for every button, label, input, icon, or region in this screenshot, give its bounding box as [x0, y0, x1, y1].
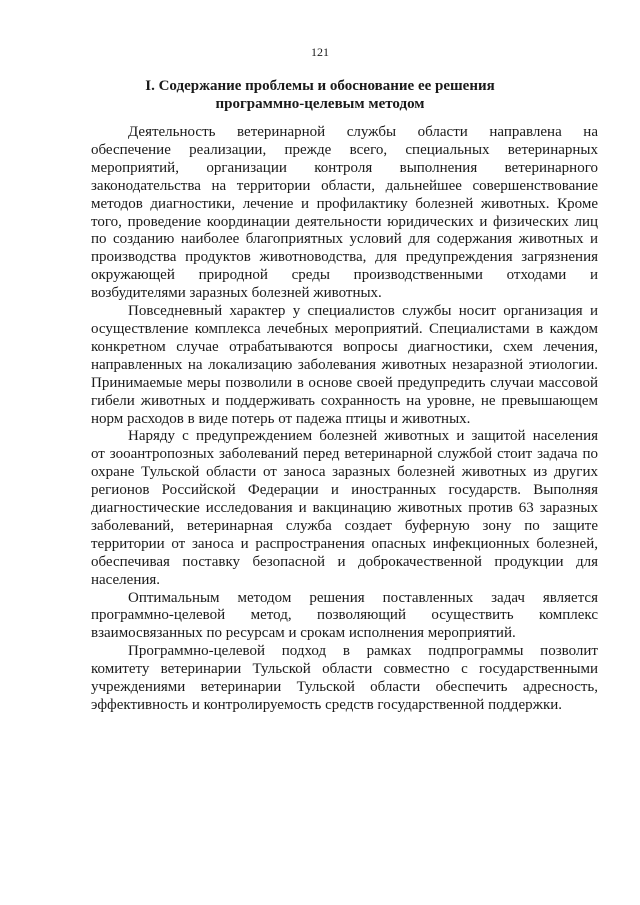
- text-line: Оптимальным методом решения поставленных задач является: [128, 589, 598, 606]
- text-line: Наряду с предупреждением болезней животных и защитой населения: [128, 428, 598, 445]
- paragraph-1: [91, 124, 598, 303]
- text-line: методов диагностики, лечение и профилактику болезней животных. Кроме: [91, 195, 598, 212]
- text-line: конкретном случае отрабатываются вопросы диагностики, схем лечения,: [91, 338, 598, 355]
- paragraph-5: [91, 643, 598, 715]
- text-line: Программно-целевой подход в рамках подпрограммы позволит: [128, 643, 598, 660]
- section-heading: [0, 77, 640, 113]
- text-line: территории от заноса и распространения опасных инфекционных болезней,: [91, 535, 598, 552]
- text-line: Принимаемые меры позволили в основе своей предупредить случаи массовой: [91, 374, 598, 391]
- text-line: регионов Российской Федерации и иностранных государств. Выполняя: [91, 482, 598, 499]
- text-line: по созданию наиболее благоприятных условий для содержания животных и: [91, 231, 598, 248]
- paragraph-2: [91, 303, 598, 428]
- section-heading-line: I. Содержание проблемы и обоснование ее решения: [145, 78, 495, 94]
- text-line: мероприятий, организации контроля выполнения ветеринарного: [91, 159, 598, 176]
- paragraph-4: [91, 590, 598, 644]
- text-line: Деятельность ветеринарной службы области направлена на: [128, 124, 598, 140]
- text-line: программно-целевой метод, позволяющий осуществить комплекс: [91, 607, 598, 624]
- text-line: населения.: [91, 571, 161, 588]
- text-line: гибели животных и поддерживать сохранность на уровне, не превышающем: [91, 392, 598, 409]
- text-line: направленных на локализацию заболевания животных незаразной этиологии.: [91, 356, 598, 373]
- text-line: возбудителями заразных болезней животных.: [91, 285, 382, 302]
- text-line: норм расходов в виде потерь от падежа птицы и животных.: [91, 410, 471, 427]
- text-line: того, проведение координации деятельности юридических и физических лиц: [91, 213, 598, 230]
- text-line: взаимосвязанных по ресурсам и срокам исполнения мероприятий.: [91, 625, 516, 642]
- text-line: окружающей природной среды производственными отходами и: [91, 267, 598, 284]
- text-line: учреждениями ветеринарии Тульской области обеспечить адресность,: [91, 679, 598, 696]
- text-line: эффективность и контролируемость средств государственной поддержки.: [91, 697, 563, 713]
- text-line: комитету ветеринарии Тульской области совместно с государственными: [91, 661, 598, 678]
- text-line: диагностические исследования и вакцинацию животных против 63 заразных: [91, 500, 598, 517]
- page-number: 121: [311, 45, 329, 59]
- text-line: Повседневный характер у специалистов службы носит организация и: [128, 303, 598, 320]
- text-line: от зооантропозных заболеваний перед ветеринарной службой стоит задача по: [91, 446, 598, 463]
- text-line: обеспечивая поставку безопасной и доброкачественной продукции для: [91, 553, 598, 570]
- text-line: законодательства на территории области, дальнейшее совершенствование: [91, 177, 598, 194]
- text-line: обеспечение реализации, прежде всего, специальных ветеринарных: [91, 141, 598, 158]
- text-line: производства продуктов животноводства, для предупреждения загрязнения: [91, 249, 598, 266]
- body-text: [91, 124, 598, 715]
- text-line: охране Тульской области от заноса заразных болезней животных из других: [91, 464, 598, 481]
- text-line: осуществление комплекса лечебных мероприятий. Специалистами в каждом: [91, 320, 598, 337]
- paragraph-3: [91, 428, 598, 589]
- text-line: заболеваний, ветеринарная служба создает буферную зону по защите: [91, 517, 598, 534]
- section-heading-line: программно-целевым методом: [215, 96, 425, 112]
